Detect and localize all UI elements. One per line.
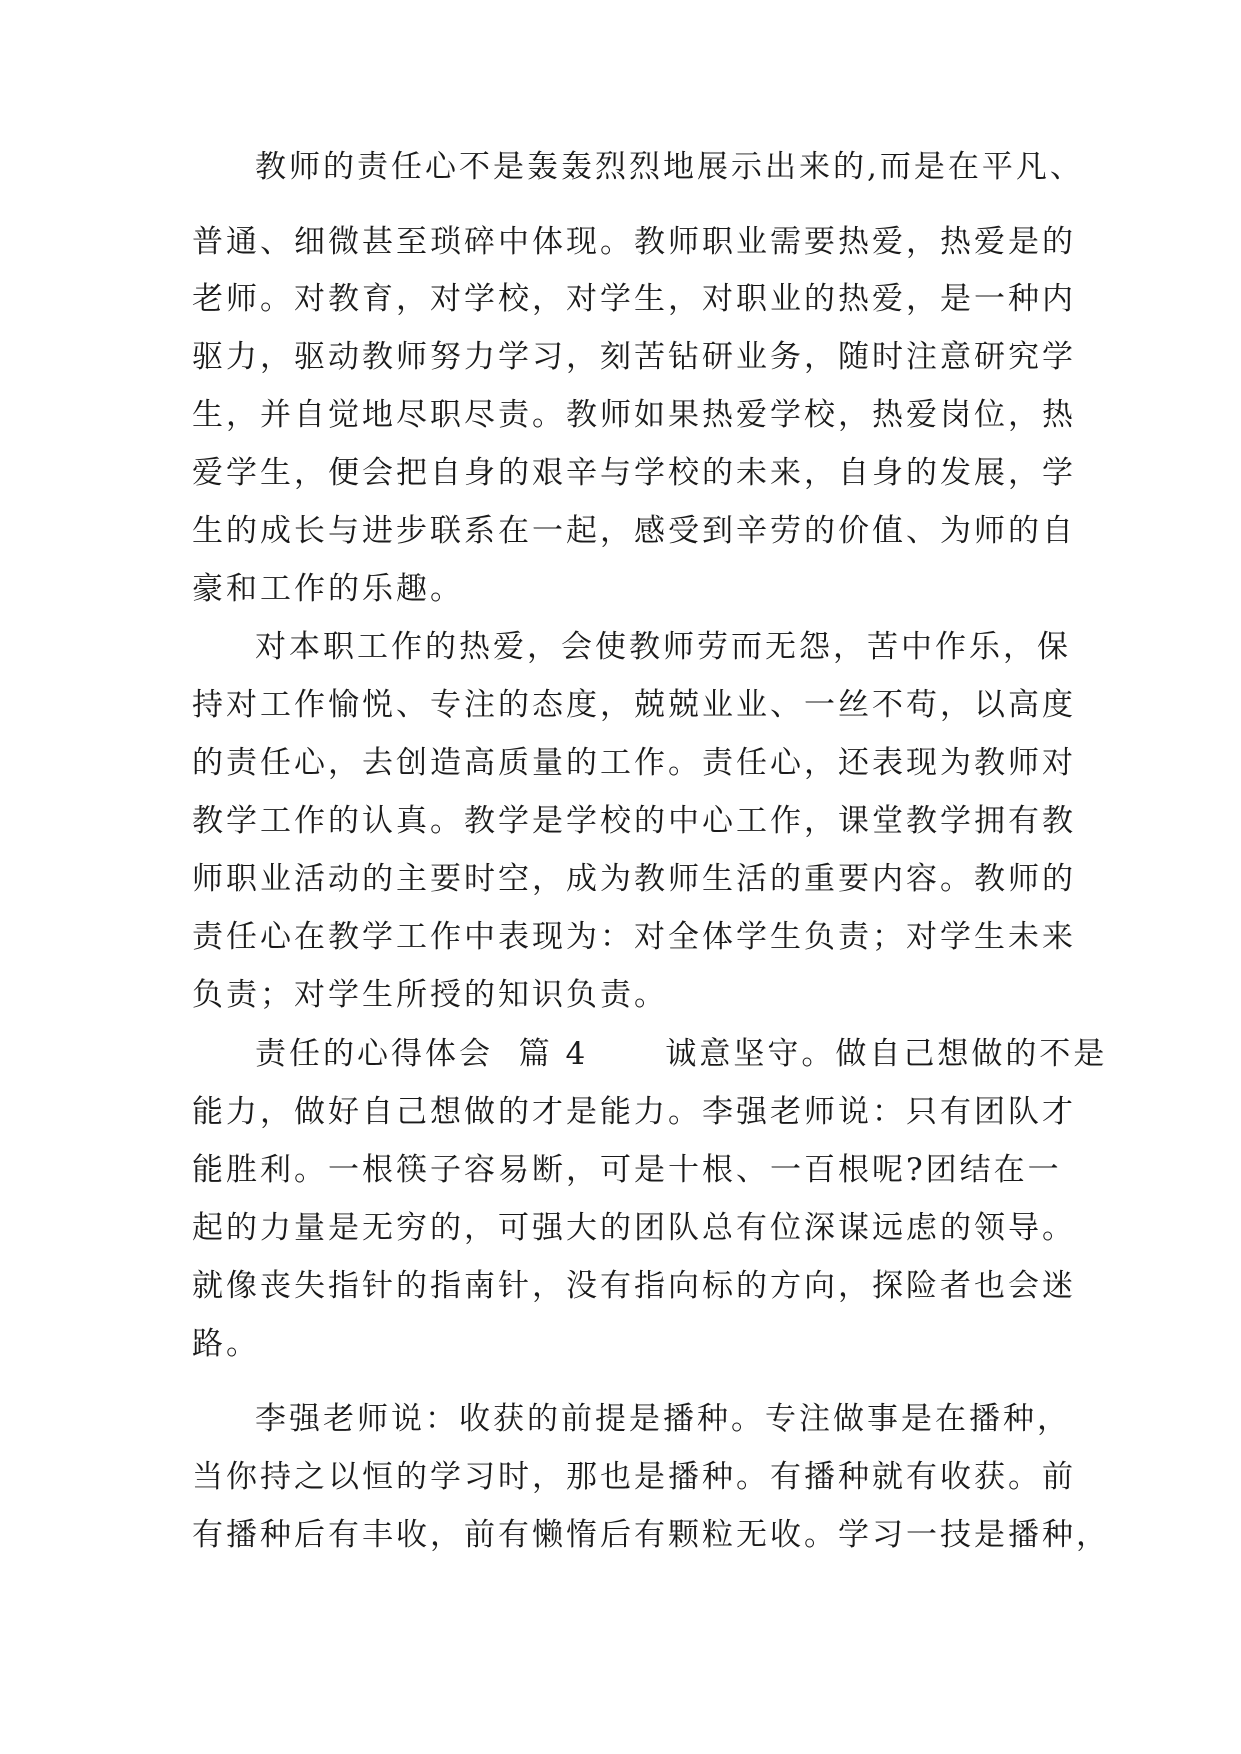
text-line: 负责；对学生所授的知识负责。 — [192, 977, 668, 1013]
text-line: 能力，做好自己想做的才是能力。李强老师说：只有团队才 — [192, 1094, 1076, 1130]
text-line: 就像丧失指针的指南针，没有指向标的方向，探险者也会迷 — [192, 1268, 1076, 1304]
text-line: 普通、细微甚至琐碎中体现。教师职业需要热爱，热爱是的 — [192, 224, 1076, 260]
text-line: 持对工作愉悦、专注的态度，兢兢业业、一丝不苟，以高度 — [192, 687, 1076, 723]
text-line: 生的成长与进步联系在一起，感受到辛劳的价值、为师的自 — [192, 513, 1076, 549]
text-line: 驱力，驱动教师努力学习，刻苦钻研业务，随时注意研究学 — [192, 339, 1076, 375]
text-line: 师职业活动的主要时空，成为教师生活的重要内容。教师的 — [192, 861, 1076, 897]
text-line: 能胜利。一根筷子容易断，可是十根、一百根呢?团结在一 — [192, 1152, 1062, 1188]
text-line: 责任心在教学工作中表现为：对全体学生负责；对学生未来 — [192, 919, 1076, 955]
text-line: 对本职工作的热爱，会使教师劳而无怨，苦中作乐，保 — [255, 629, 1071, 665]
text-line: 爱学生，便会把自身的艰辛与学校的未来，自身的发展，学 — [192, 455, 1076, 491]
text-line: 老师。对教育，对学校，对学生，对职业的热爱，是一种内 — [192, 281, 1076, 317]
text-line: 起的力量是无穷的，可强大的团队总有位深谋远虑的领导。 — [192, 1210, 1076, 1246]
text-line: 教师的责任心不是轰轰烈烈地展示出来的,而是在平凡、 — [255, 149, 1084, 185]
text-line: 路。 — [192, 1326, 260, 1362]
text-line: 有播种后有丰收，前有懒惰后有颗粒无收。学习一技是播种， — [192, 1517, 1110, 1553]
section-heading-line: 责任的心得体会 篇 4 诚意坚守。做自己想做的不是 — [255, 1036, 1108, 1072]
text-line: 教学工作的认真。教学是学校的中心工作，课堂教学拥有教 — [192, 803, 1076, 839]
text-line: 的责任心，去创造高质量的工作。责任心，还表现为教师对 — [192, 745, 1076, 781]
text-line: 生，并自觉地尽职尽责。教师如果热爱学校，热爱岗位，热 — [192, 397, 1076, 433]
text-line: 当你持之以恒的学习时，那也是播种。有播种就有收获。前 — [192, 1459, 1076, 1495]
text-line: 豪和工作的乐趣。 — [192, 571, 464, 607]
text-line: 李强老师说：收获的前提是播种。专注做事是在播种， — [255, 1401, 1071, 1437]
